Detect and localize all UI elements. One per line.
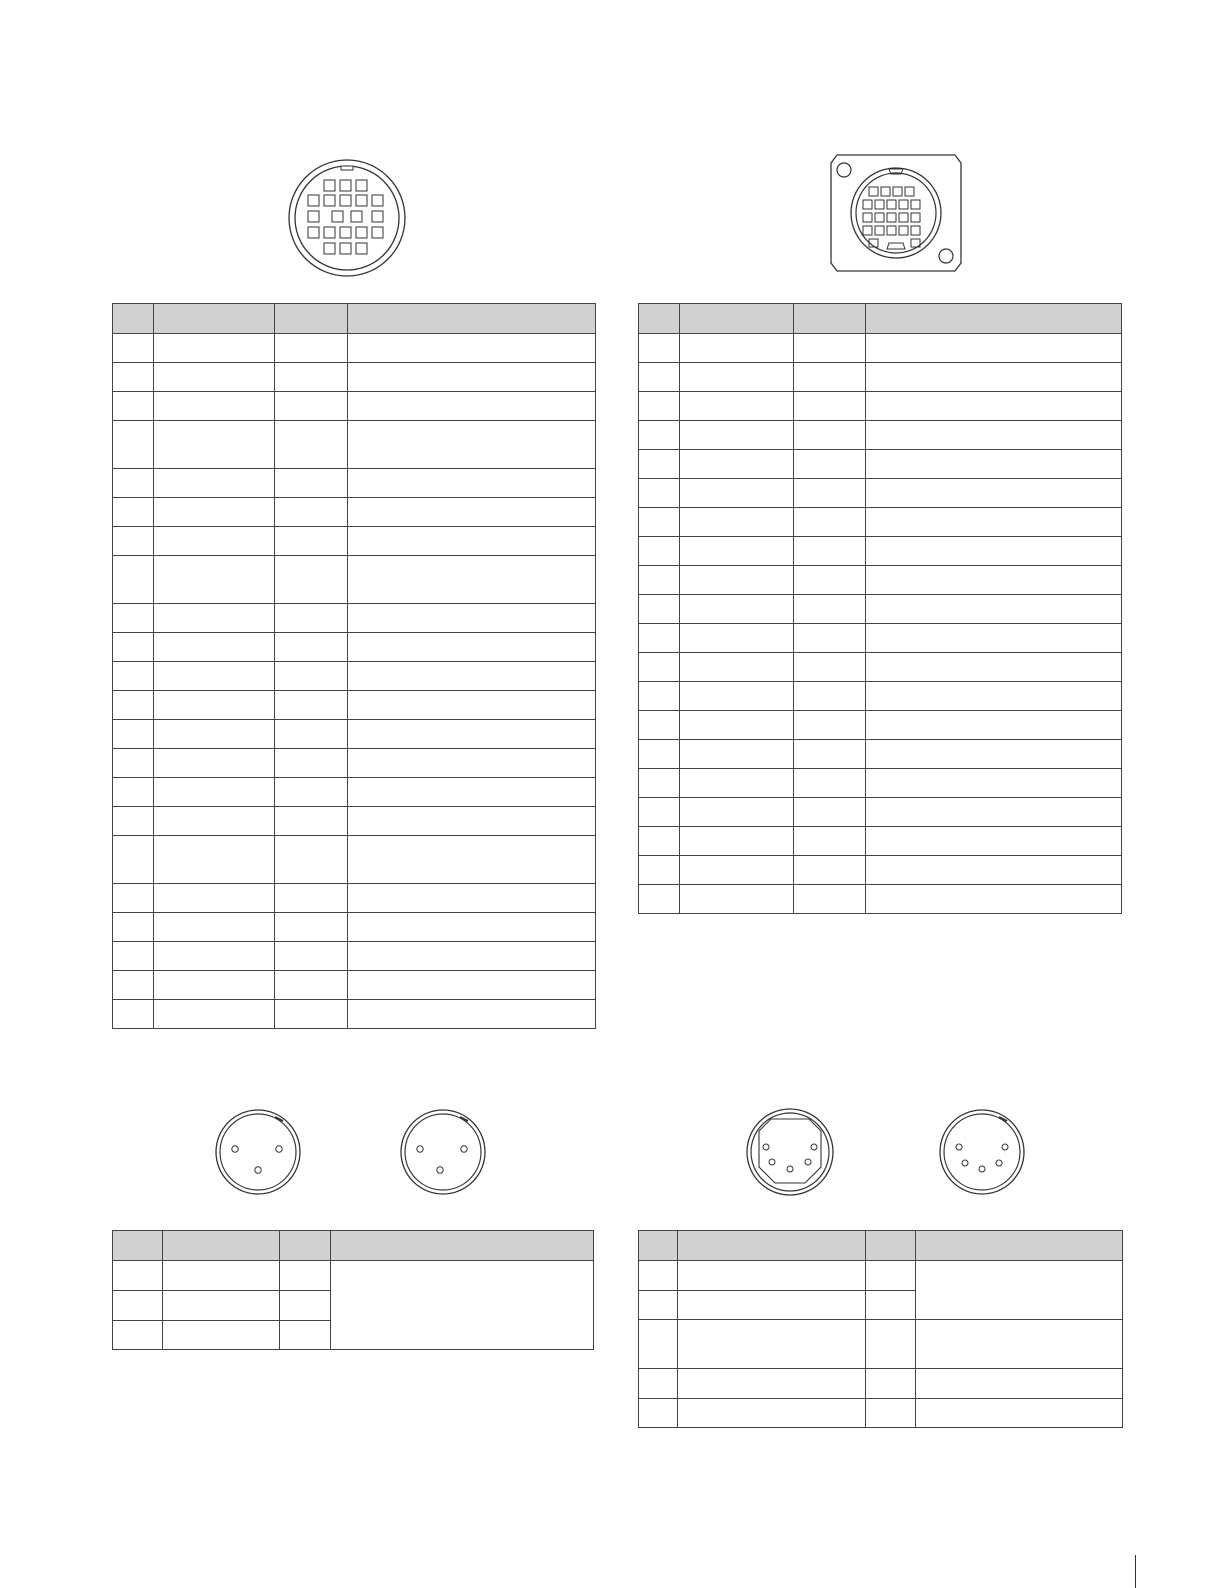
table-cell xyxy=(348,720,596,749)
table-cell xyxy=(866,450,1122,479)
table-row xyxy=(113,749,596,778)
table-cell xyxy=(348,334,596,363)
table-row xyxy=(113,334,596,363)
table-cell xyxy=(794,392,866,421)
table-cell xyxy=(113,334,154,363)
table-cell xyxy=(113,363,154,392)
table-cell xyxy=(163,1321,280,1350)
table-cell xyxy=(154,633,275,662)
table-cell xyxy=(866,885,1122,914)
table-cell xyxy=(639,392,680,421)
table-cell xyxy=(280,1291,331,1321)
table-row xyxy=(639,1369,1123,1399)
header-cell xyxy=(866,1231,916,1261)
table-cell xyxy=(639,334,680,363)
table-cell xyxy=(639,798,680,827)
table-row xyxy=(113,971,596,1000)
xlr-3pin-male-icon xyxy=(398,1107,488,1197)
table-cell xyxy=(639,1291,678,1320)
table-header-row xyxy=(639,304,1122,334)
table-cell xyxy=(678,1291,866,1320)
table-cell xyxy=(866,508,1122,537)
table-row xyxy=(639,624,1122,653)
table-cell xyxy=(113,421,154,469)
table-cell xyxy=(639,769,680,798)
table-row xyxy=(639,885,1122,914)
table-cell xyxy=(680,682,794,711)
table-cell xyxy=(794,537,866,566)
table-row xyxy=(639,537,1122,566)
table-cell xyxy=(348,913,596,942)
table-row xyxy=(113,633,596,662)
header-cell xyxy=(331,1231,594,1261)
table-row xyxy=(639,392,1122,421)
table-cell xyxy=(275,1000,348,1029)
table-cell xyxy=(639,363,680,392)
table-cell xyxy=(794,624,866,653)
table-cell xyxy=(113,604,154,633)
table-cell xyxy=(154,498,275,527)
table-cell xyxy=(113,720,154,749)
table-cell xyxy=(348,1000,596,1029)
table-cell xyxy=(680,566,794,595)
table-row xyxy=(113,1000,596,1029)
table-cell xyxy=(154,527,275,556)
table-cell xyxy=(154,720,275,749)
table-cell xyxy=(794,566,866,595)
table-cell xyxy=(348,556,596,604)
table-cell xyxy=(639,537,680,566)
table-cell xyxy=(678,1320,866,1369)
header-cell xyxy=(113,1231,163,1261)
table-cell xyxy=(866,566,1122,595)
pin-table-square-connector xyxy=(638,303,1122,914)
header-cell xyxy=(866,304,1122,334)
table-cell xyxy=(154,884,275,913)
table-row xyxy=(639,1320,1123,1369)
table-cell xyxy=(866,827,1122,856)
table-cell xyxy=(275,604,348,633)
table-cell xyxy=(866,624,1122,653)
table-cell xyxy=(794,856,866,885)
table-cell xyxy=(348,836,596,884)
table-cell xyxy=(154,392,275,421)
table-cell xyxy=(866,1369,916,1399)
table-cell xyxy=(680,798,794,827)
table-cell xyxy=(348,604,596,633)
table-cell xyxy=(794,769,866,798)
table-cell xyxy=(113,807,154,836)
table-cell xyxy=(680,450,794,479)
table-cell xyxy=(113,691,154,720)
table-cell xyxy=(275,363,348,392)
table-cell xyxy=(639,885,680,914)
pin-table-din-connector xyxy=(638,1230,1123,1428)
header-cell xyxy=(678,1231,866,1261)
table-cell xyxy=(794,334,866,363)
table-row xyxy=(113,363,596,392)
table-row xyxy=(113,778,596,807)
header-cell xyxy=(280,1231,331,1261)
table-cell xyxy=(866,1399,916,1428)
table-cell xyxy=(916,1369,1123,1399)
table-cell xyxy=(348,778,596,807)
table-cell xyxy=(639,856,680,885)
table-cell xyxy=(154,749,275,778)
table-row xyxy=(113,421,596,469)
table-cell-merged xyxy=(916,1261,1123,1320)
table-cell xyxy=(639,1320,678,1369)
table-cell xyxy=(348,421,596,469)
table-cell xyxy=(348,884,596,913)
table-cell xyxy=(113,1291,163,1321)
table-cell xyxy=(113,469,154,498)
table-cell xyxy=(275,556,348,604)
table-cell xyxy=(275,778,348,807)
table-cell xyxy=(794,363,866,392)
table-cell xyxy=(794,740,866,769)
table-row xyxy=(639,1261,1123,1291)
table-cell xyxy=(866,392,1122,421)
table-cell xyxy=(680,392,794,421)
table-cell xyxy=(348,498,596,527)
table-cell xyxy=(113,556,154,604)
table-row xyxy=(113,527,596,556)
page-edge-rule xyxy=(1135,1555,1136,1588)
table-cell xyxy=(866,711,1122,740)
table-row xyxy=(639,798,1122,827)
table-cell xyxy=(154,691,275,720)
table-cell xyxy=(866,1291,916,1320)
pin-table-round-connector xyxy=(112,303,596,1029)
table-cell xyxy=(275,469,348,498)
table-cell xyxy=(794,711,866,740)
table-row xyxy=(639,508,1122,537)
table-cell xyxy=(866,1261,916,1291)
square-flange-connector-icon xyxy=(829,153,963,273)
table-cell xyxy=(794,653,866,682)
table-row xyxy=(113,556,596,604)
table-row xyxy=(639,769,1122,798)
table-cell xyxy=(866,363,1122,392)
table-cell xyxy=(154,971,275,1000)
table-cell xyxy=(866,682,1122,711)
table-cell xyxy=(113,749,154,778)
table-cell xyxy=(275,392,348,421)
table-header-row xyxy=(113,1231,594,1261)
table-row xyxy=(639,1399,1123,1428)
table-cell xyxy=(275,633,348,662)
table-row xyxy=(639,827,1122,856)
table-cell xyxy=(916,1399,1123,1428)
table-cell xyxy=(113,836,154,884)
table-cell xyxy=(275,662,348,691)
table-cell xyxy=(275,913,348,942)
table-cell xyxy=(348,527,596,556)
table-cell xyxy=(275,498,348,527)
table-cell xyxy=(275,527,348,556)
table-cell xyxy=(275,334,348,363)
table-row xyxy=(639,595,1122,624)
table-cell xyxy=(348,807,596,836)
pin-table-xlr-connector xyxy=(112,1230,594,1350)
table-cell xyxy=(794,827,866,856)
table-cell xyxy=(680,827,794,856)
table-row xyxy=(113,469,596,498)
table-row xyxy=(113,942,596,971)
header-cell xyxy=(680,304,794,334)
table-cell xyxy=(680,653,794,682)
table-cell xyxy=(794,508,866,537)
table-cell xyxy=(154,836,275,884)
header-cell xyxy=(163,1231,280,1261)
table-cell xyxy=(639,1261,678,1291)
table-cell xyxy=(794,798,866,827)
table-cell xyxy=(866,740,1122,769)
table-row xyxy=(113,807,596,836)
table-row xyxy=(113,720,596,749)
table-cell xyxy=(639,450,680,479)
table-cell xyxy=(639,827,680,856)
table-cell xyxy=(154,604,275,633)
table-cell xyxy=(154,469,275,498)
table-cell xyxy=(348,469,596,498)
table-cell xyxy=(916,1320,1123,1369)
xlr-3pin-female-icon xyxy=(213,1107,303,1197)
table-cell xyxy=(113,633,154,662)
table-cell xyxy=(113,498,154,527)
table-cell xyxy=(113,527,154,556)
table-cell xyxy=(680,856,794,885)
table-row xyxy=(113,662,596,691)
table-cell xyxy=(154,556,275,604)
table-row xyxy=(113,836,596,884)
table-cell xyxy=(113,1261,163,1291)
table-cell xyxy=(639,479,680,508)
table-row xyxy=(113,913,596,942)
round-multipin-connector-icon xyxy=(286,157,408,279)
table-cell xyxy=(348,749,596,778)
table-row xyxy=(639,711,1122,740)
table-cell xyxy=(678,1261,866,1291)
table-cell xyxy=(113,1000,154,1029)
table-cell xyxy=(275,720,348,749)
table-cell xyxy=(348,392,596,421)
table-cell xyxy=(163,1291,280,1321)
table-cell xyxy=(866,421,1122,450)
table-cell xyxy=(275,421,348,469)
table-cell xyxy=(680,769,794,798)
table-row xyxy=(639,363,1122,392)
table-cell xyxy=(639,682,680,711)
table-cell xyxy=(680,508,794,537)
table-row xyxy=(639,682,1122,711)
table-cell xyxy=(680,885,794,914)
table-cell xyxy=(639,508,680,537)
table-row xyxy=(113,604,596,633)
table-cell-merged xyxy=(331,1261,594,1350)
table-cell xyxy=(275,807,348,836)
table-cell xyxy=(348,691,596,720)
header-cell xyxy=(348,304,596,334)
table-cell xyxy=(866,1320,916,1369)
table-cell xyxy=(113,392,154,421)
table-row xyxy=(639,740,1122,769)
table-cell xyxy=(113,662,154,691)
table-cell xyxy=(639,624,680,653)
table-cell xyxy=(154,913,275,942)
table-header-row xyxy=(639,1231,1123,1261)
table-cell xyxy=(163,1261,280,1291)
table-cell xyxy=(678,1399,866,1428)
table-row xyxy=(113,1261,594,1291)
table-cell xyxy=(275,884,348,913)
table-cell xyxy=(275,749,348,778)
table-row xyxy=(639,421,1122,450)
table-cell xyxy=(639,711,680,740)
table-cell xyxy=(280,1321,331,1350)
table-cell xyxy=(678,1369,866,1399)
table-cell xyxy=(866,653,1122,682)
table-cell xyxy=(154,363,275,392)
din-5pin-female-icon xyxy=(743,1107,837,1197)
table-cell xyxy=(154,942,275,971)
header-cell xyxy=(275,304,348,334)
table-cell xyxy=(113,913,154,942)
table-row xyxy=(639,450,1122,479)
table-cell xyxy=(154,334,275,363)
table-cell xyxy=(794,421,866,450)
table-cell xyxy=(275,691,348,720)
table-cell xyxy=(348,971,596,1000)
table-cell xyxy=(866,334,1122,363)
table-cell xyxy=(154,662,275,691)
table-cell xyxy=(639,595,680,624)
table-cell xyxy=(113,884,154,913)
table-cell xyxy=(154,421,275,469)
table-cell xyxy=(348,363,596,392)
table-cell xyxy=(794,595,866,624)
table-cell xyxy=(866,595,1122,624)
table-cell xyxy=(639,1399,678,1428)
table-header-row xyxy=(113,304,596,334)
table-cell xyxy=(794,479,866,508)
table-cell xyxy=(639,566,680,595)
table-cell xyxy=(275,971,348,1000)
table-cell xyxy=(275,942,348,971)
table-row xyxy=(639,334,1122,363)
table-cell xyxy=(154,807,275,836)
table-cell xyxy=(866,769,1122,798)
table-cell xyxy=(348,942,596,971)
table-cell xyxy=(113,971,154,1000)
table-cell xyxy=(680,334,794,363)
table-row xyxy=(113,884,596,913)
din-5pin-male-icon xyxy=(937,1107,1027,1197)
table-cell xyxy=(113,942,154,971)
table-cell xyxy=(680,479,794,508)
table-cell xyxy=(866,798,1122,827)
table-row xyxy=(113,498,596,527)
table-cell xyxy=(866,856,1122,885)
table-row xyxy=(639,856,1122,885)
table-cell xyxy=(639,653,680,682)
table-cell xyxy=(154,1000,275,1029)
header-cell xyxy=(794,304,866,334)
table-row xyxy=(113,691,596,720)
table-cell xyxy=(680,624,794,653)
table-cell xyxy=(348,662,596,691)
table-cell xyxy=(866,537,1122,566)
table-cell xyxy=(680,537,794,566)
table-row xyxy=(639,479,1122,508)
header-cell xyxy=(916,1231,1123,1261)
table-cell xyxy=(794,885,866,914)
table-row xyxy=(639,566,1122,595)
table-cell xyxy=(113,778,154,807)
table-cell xyxy=(680,595,794,624)
table-cell xyxy=(280,1261,331,1291)
table-cell xyxy=(866,479,1122,508)
table-cell xyxy=(154,778,275,807)
table-cell xyxy=(639,421,680,450)
table-cell xyxy=(348,633,596,662)
table-cell xyxy=(639,740,680,769)
header-cell xyxy=(113,304,154,334)
table-cell xyxy=(113,1321,163,1350)
table-cell xyxy=(680,363,794,392)
table-cell xyxy=(680,740,794,769)
header-cell xyxy=(154,304,275,334)
header-cell xyxy=(639,304,680,334)
table-cell xyxy=(680,421,794,450)
table-cell xyxy=(794,682,866,711)
table-cell xyxy=(639,1369,678,1399)
table-cell xyxy=(275,836,348,884)
table-row xyxy=(639,653,1122,682)
table-cell xyxy=(794,450,866,479)
table-cell xyxy=(680,711,794,740)
header-cell xyxy=(639,1231,678,1261)
table-row xyxy=(113,392,596,421)
